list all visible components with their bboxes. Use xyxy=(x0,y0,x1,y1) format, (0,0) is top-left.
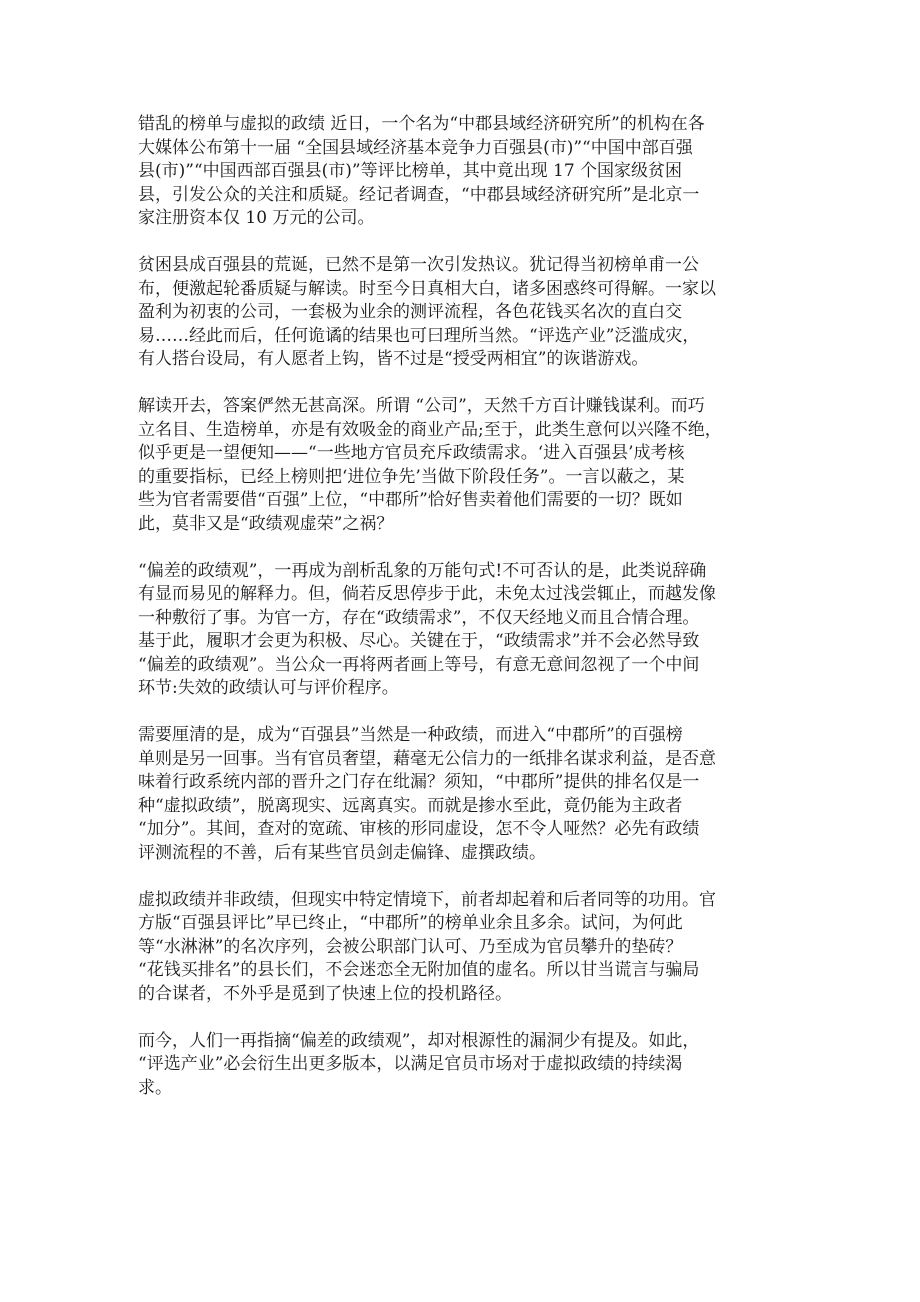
text-line: 方版“百强县评比”早已终止，“中郡所”的榜单业余且多余。试问，为何此 xyxy=(138,913,683,933)
document-body xyxy=(138,113,798,1124)
text-line: 等“水淋淋”的名次序列，会被公职部门认可、乃至成为官员攀升的垫砖？ xyxy=(138,936,683,957)
text-line: “评选产业”必会衍生出更多版本，以满足官员市场对于虚拟政绩的持续渴 xyxy=(138,1054,683,1074)
text-line: 基于此，履职才会更为积极、尽心。关键在于，“政绩需求”并不会必然导致 xyxy=(138,631,700,651)
text-line: 些为官者需要借“百强”上位，“中郡所”恰好售卖着他们需要的一切？既如 xyxy=(138,490,683,510)
paragraph-6 xyxy=(138,889,798,1007)
text-line: 的合谋者，不外乎是觅到了快速上位的投机路径。 xyxy=(138,983,512,1004)
text-line: 立名目、生造榜单，亦是有效吸金的商业产品;至于，此类生意何以兴隆不绝， xyxy=(138,419,722,440)
text-line: 易……经此而后，任何诡谲的结果也可曰理所当然。“评选产业”泛滥成灾， xyxy=(138,325,700,346)
text-line: “偏差的政绩观”。当公众一再将两者画上等号，有意无意间忽视了一个中间 xyxy=(138,654,700,675)
text-line: “花钱买排名”的县长们，不会迷恋全无附加值的虚名。所以甘当谎言与骗局 xyxy=(138,960,700,980)
text-line: “加分”。其间，查对的宽疏、审核的形同虚设，怎不令人哑然？必先有政绩 xyxy=(138,819,700,839)
text-line: 有显而易见的解释力。但，倘若反思停步于此，未免太过浅尝辄止，而越发像 xyxy=(138,584,716,604)
text-line: 而今，人们一再指摘“偏差的政绩观”，却对根源性的漏洞少有提及。如此， xyxy=(138,1030,700,1051)
text-line: 县(市)”“中国西部百强县(市)”等评比榜单，其中竟出现 17 个国家级贫困 xyxy=(138,161,683,181)
paragraph-3 xyxy=(138,395,798,536)
text-line: 评测流程的不善，后有某些官员剑走偏锋、虚撰政绩。 xyxy=(138,842,546,863)
text-line: 单则是另一回事。当有官员奢望，藉毫无公信力的一纸排名谋求利益，是否意 xyxy=(138,748,716,769)
text-line: 此，莫非又是“政绩观虚荣”之祸？ xyxy=(138,513,394,534)
text-line: 需要厘清的是，成为“百强县”当然是一种政绩，而进入“中郡所”的百强榜 xyxy=(138,725,683,745)
paragraph-7 xyxy=(138,1030,798,1101)
text-line: 环节:失效的政绩认可与评价程序。 xyxy=(138,678,399,698)
text-line: 求。 xyxy=(138,1077,172,1098)
text-line: 似乎更是一望便知——“一些地方官员充斥政绩需求。‘进入百强县’成考核 xyxy=(138,443,685,463)
text-line: 贫困县成百强县的荒诞，已然不是第一次引发热议。犹记得当初榜单甫一公 xyxy=(138,255,699,275)
text-line: 的重要指标，已经上榜则把‘进位争先’当做下阶段任务”。一言以蔽之，某 xyxy=(138,466,685,487)
text-line: 味着行政系统内部的晋升之门存在纰漏？须知，“中郡所”提供的排名仅是一 xyxy=(138,772,700,792)
text-line: 布，便激起轮番质疑与解读。时至今日真相大白，诸多困惑终可得解。一家以 xyxy=(138,278,716,299)
paragraph-4 xyxy=(138,560,798,701)
text-line: 盈利为初衷的公司，一套极为业余的测评流程，各色花钱买名次的直白交 xyxy=(138,302,682,322)
text-line: 解读开去，答案俨然无甚高深。所谓 “公司”，天然千方百计赚钱谋利。而巧 xyxy=(138,396,705,416)
paragraph-5 xyxy=(138,724,798,865)
text-line: 家注册资本仅 10 万元的公司。 xyxy=(138,208,375,228)
text-line: 县，引发公众的关注和质疑。经记者调查，“中郡县域经济研究所”是北京一 xyxy=(138,184,700,205)
text-line: 错乱的榜单与虚拟的政绩 近日，一个名为“中郡县域经济研究所”的机构在各 xyxy=(138,114,705,134)
paragraph-1 xyxy=(138,113,798,231)
paragraph-2 xyxy=(138,254,798,372)
text-line: 大媒体公布第十一届 “全国县域经济基本竞争力百强县(市)”“中国中部百强 xyxy=(138,137,693,158)
text-line: 有人搭台设局，有人愿者上钩，皆不过是“授受两相宜”的诙谐游戏。 xyxy=(138,349,649,369)
text-line: “偏差的政绩观”，一再成为剖析乱象的万能句式!不可否认的是，此类说辞确 xyxy=(138,560,707,581)
text-line: 虚拟政绩并非政绩，但现实中特定情境下，前者却起着和后者同等的功用。官 xyxy=(138,889,716,910)
text-line: 种“虚拟政绩”，脱离现实、远离真实。而就是掺水至此，竟仍能为主政者 xyxy=(138,795,683,816)
text-line: 一种敷衍了事。为官一方，存在“政绩需求”，不仅天经地义而且合情合理。 xyxy=(138,607,700,628)
